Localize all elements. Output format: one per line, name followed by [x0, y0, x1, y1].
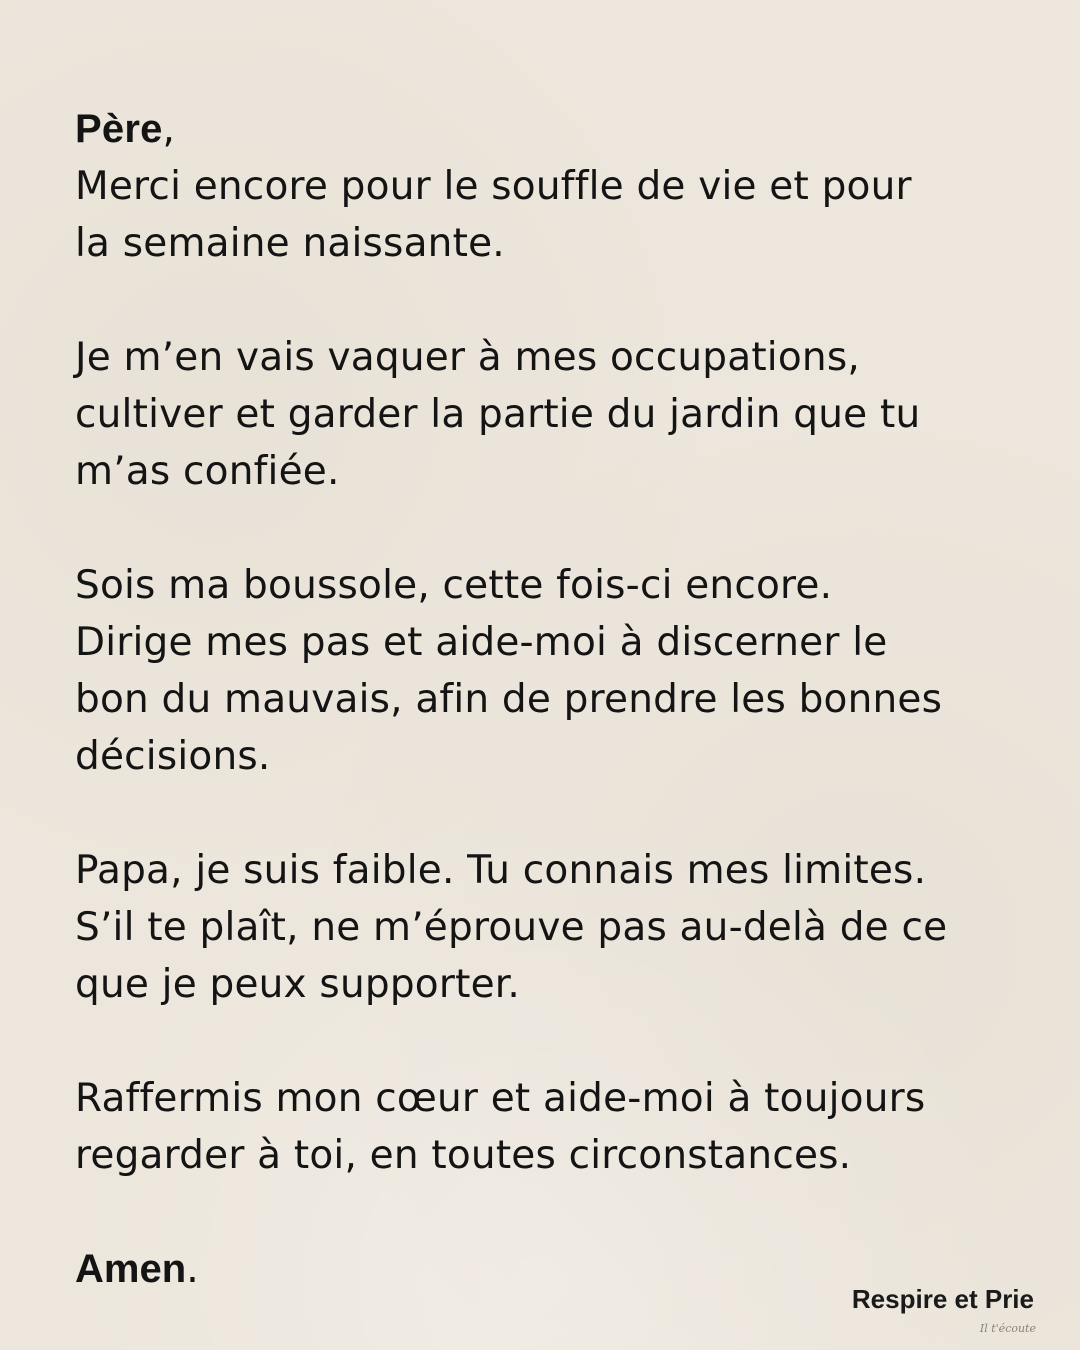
paragraph-3-line-2: Dirige mes pas et aide-moi à discerner le	[75, 620, 888, 665]
paragraph-2-line-2: cultiver et garder la partie du jardin que tu	[75, 392, 921, 437]
brand-name: Respire et Prie	[851, 1284, 1034, 1314]
paragraph-spacer	[75, 785, 1035, 842]
salutation: Père	[75, 107, 163, 151]
salutation-punctuation: ,	[162, 107, 176, 152]
paragraph-4-line-2: S’il te plaît, ne m’éprouve pas au-delà de ce	[75, 905, 948, 950]
paragraph-2-line-3: m’as confiée.	[75, 449, 340, 494]
paragraph-3-line-4: décisions.	[75, 734, 271, 779]
paragraph-4-line-3: que je peux supporter.	[75, 962, 521, 1007]
closing-punctuation: .	[186, 1246, 199, 1292]
paragraph-3-line-3: bon du mauvais, afin de prendre les bonnes	[75, 677, 943, 722]
paragraph-5-line-2: regarder à toi, en toutes circonstances.	[75, 1133, 852, 1178]
closing-amen: Amen	[75, 1247, 187, 1291]
paragraph-spacer	[75, 1013, 1035, 1070]
paragraph-1-line-2: la semaine naissante.	[75, 221, 505, 266]
paragraph-1-line-1: Merci encore pour le souffle de vie et pour	[75, 164, 912, 209]
prayer-text	[75, 101, 1035, 1184]
closing-line	[75, 1241, 199, 1298]
paragraph-5-line-1: Raffermis mon cœur et aide-moi à toujours	[75, 1076, 926, 1121]
brand-signature: Il t'écoute	[979, 1322, 1036, 1335]
paragraph-3-line-1: Sois ma boussole, cette fois-ci encore.	[75, 563, 833, 608]
paragraph-4-line-1: Papa, je suis faible. Tu connais mes limites.	[75, 848, 927, 893]
salutation-line	[75, 101, 1035, 158]
paragraph-spacer	[75, 272, 1035, 329]
paragraph-spacer	[75, 500, 1035, 557]
paragraph-2-line-1: Je m’en vais vaquer à mes occupations,	[75, 335, 860, 380]
